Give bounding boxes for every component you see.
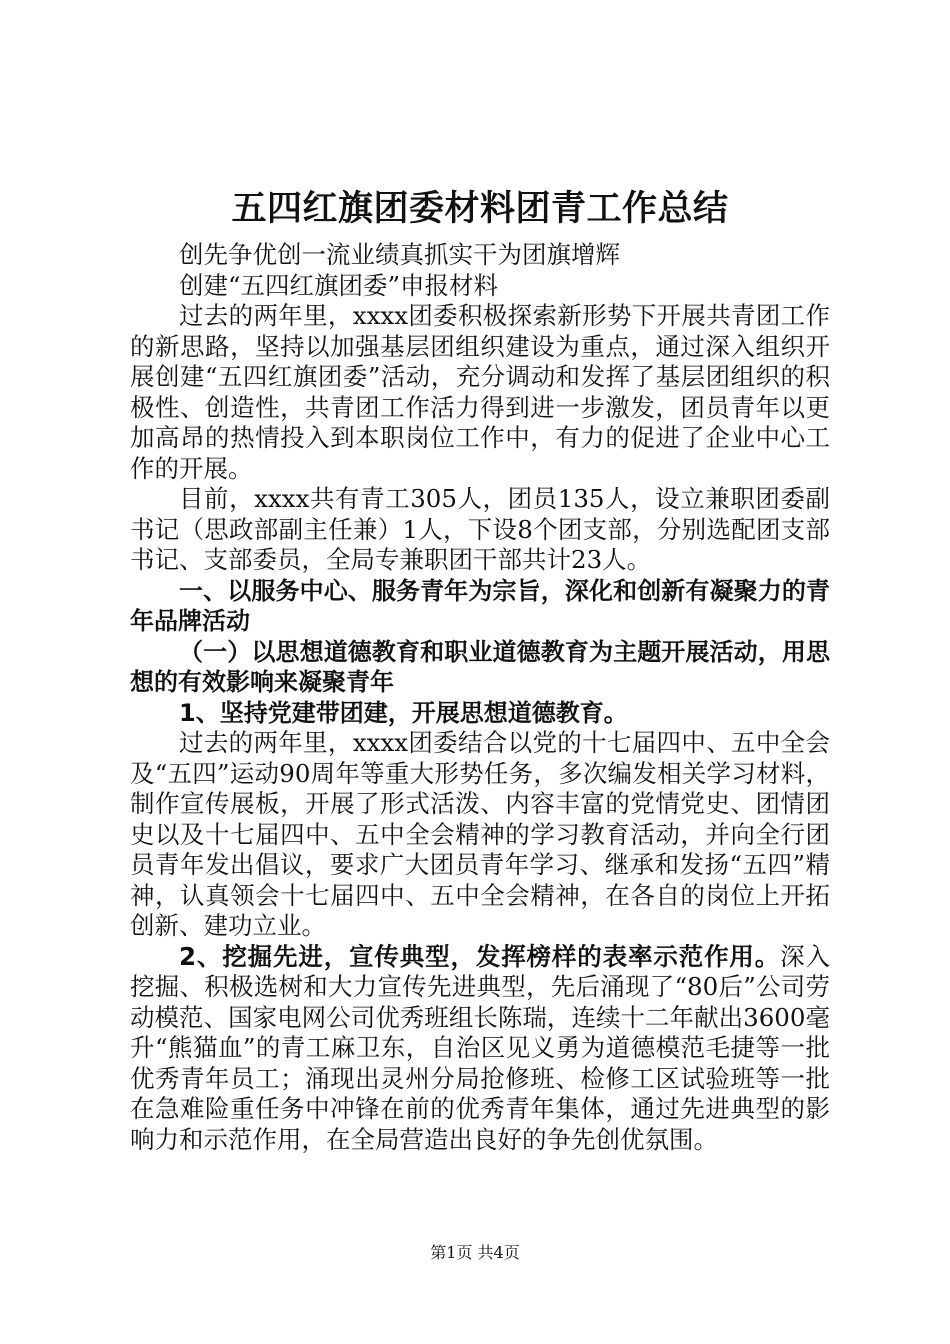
item-heading-2: 2、挖掘先进，宣传典型，发挥榜样的表率示范作用。 bbox=[179, 941, 781, 971]
intro-paragraph: 过去的两年里，xxxx团委积极探索新形势下开展共青团工作的新思路，坚持以加强基层团组织建设为重点，通过深入组织开展创建“五四红旗团委”活动，充分调动和发挥了基层团组织的积极性、创造性，共青团工作活力得到进一步激发，团员青年以更加高昂的热情投入到本职岗位工作中，有力的促进了企业中心工作的开展。 bbox=[130, 301, 830, 483]
document-page bbox=[130, 180, 830, 1155]
education-paragraph: 过去的两年里，xxxx团委结合以党的十七届四中、五中全会及“五四”运动90周年等重大形势任务，多次编发相关学习材料，制作宣传展板，开展了形式活泼、内容丰富的党情党史、团情团史以及十七届四中、五中全会精神的学习教育活动，并向全行团员青年发出倡议，要求广大团员青年学习、继承和发扬“五四”精神，认真领会十七届四中、五中全会精神，在各自的岗位上开拓创新、建功立业。 bbox=[130, 728, 830, 940]
subtitle-application: 创建“五四红旗团委”申报材料 bbox=[179, 270, 499, 300]
section-heading-1: 一、以服务中心、服务青年为宗旨，深化和创新有凝聚力的青年品牌活动 bbox=[130, 576, 830, 635]
document-title: 五四红旗团委材料团青工作总结 bbox=[231, 189, 729, 229]
subsection-heading-1: （一）以思想道德教育和职业道德教育为主题开展活动，用思想的有效影响来凝聚青年 bbox=[130, 637, 830, 696]
role-model-paragraph bbox=[130, 942, 830, 1156]
staffing-paragraph: 目前，xxxx共有青工305人，团员135人，设立兼职团委副书记（思政部副主任兼）1人，下设8个团支部，分别选配团支部书记、支部委员，全局专兼职团干部共计23人。 bbox=[130, 484, 830, 574]
item-heading-1: 1、坚持党建带团建，开展思想道德教育。 bbox=[179, 698, 628, 727]
page-number-footer: 第1页 共4页 bbox=[430, 1243, 520, 1262]
role-model-text: 深入挖掘、积极选树和大力宣传先进典型，先后涌现了“80后”公司劳动模范、国家电网公司优秀班组长陈瑞，连续十二年献出3600毫升“熊猫血”的青工麻卫东，自治区见义勇为道德模范毛捷等一批优秀青年员工；涌现出灵州分局抢修班、检修工区试验班等一批在急难险重任务中冲锋在前的优秀青年集体，通过先进典型的影响力和示范作用，在全局营造出良好的争先创优氛围。 bbox=[130, 941, 830, 1154]
subtitle-slogan: 创先争优创一流业绩真抓实干为团旗增辉 bbox=[179, 240, 620, 269]
